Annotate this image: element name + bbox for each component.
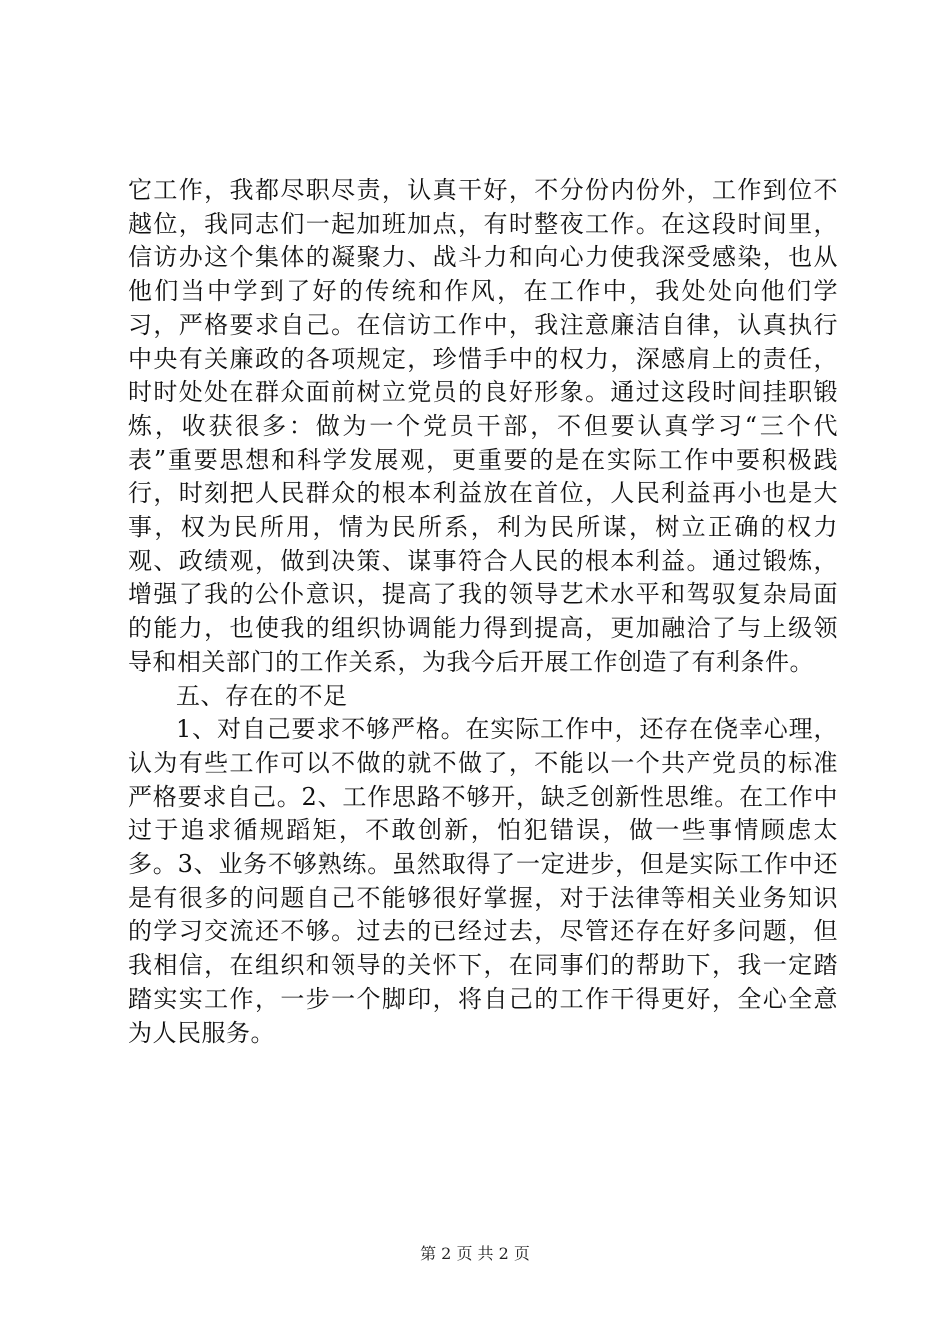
document-body: [128, 174, 838, 1050]
page-footer: 第 2 页 共 2 页: [420, 1244, 530, 1263]
paragraph-shortcomings: 1、对自己要求不够严格。在实际工作中，还存在侥幸心理，认为有些工作可以不做的就不做了，不能以一个共产党员的标准严格要求自己。2、工作思路不够开，缺乏创新性思维。在工作中过于追求循规蹈矩，不敢创新，怕犯错误，做一些事情顾虑太多。3、业务不够熟练。虽然取得了一定进步，但是实际工作中还是有很多的问题自己不能够很好掌握，对于法律等相关业务知识的学习交流还不够。过去的已经过去，尽管还存在好多问题，但我相信，在组织和领导的关怀下，在同事们的帮助下，我一定踏踏实实工作，一步一个脚印，将自己的工作干得更好，全心全意为人民服务。: [128, 715, 838, 1047]
paragraph-continuation: 它工作，我都尽职尽责，认真干好，不分份内份外，工作到位不越位，我同志们一起加班加点，有时整夜工作。在这段时间里，信访办这个集体的凝聚力、战斗力和向心力使我深受感染，也从他们当中学到了好的传统和作风，在工作中，我处处向他们学习，严格要求自己。在信访工作中，我注意廉洁自律，认真执行中央有关廉政的各项规定，珍惜手中的权力，深感肩上的责任，时时处处在群众面前树立党员的良好形象。通过这段时间挂职锻炼，收获很多：做为一个党员干部，不但要认真学习“三个代表”重要思想和科学发展观，更重要的是在实际工作中要积极践行，时刻把人民群众的根本利益放在首位，人民利益再小也是大事，权为民所用，情为民所系，利为民所谋，树立正确的权力观、政绩观，做到决策、谋事符合人民的根本利益。通过锻炼，增强了我的公仆意识，提高了我的领导艺术水平和驾驭复杂局面的能力，也使我的组织协调能力得到提高，更加融洽了与上级领导和相关部门的工作关系，为我今后开展工作创造了有利条件。: [128, 176, 838, 676]
section-heading-shortcomings: 五、存在的不足: [176, 681, 348, 710]
